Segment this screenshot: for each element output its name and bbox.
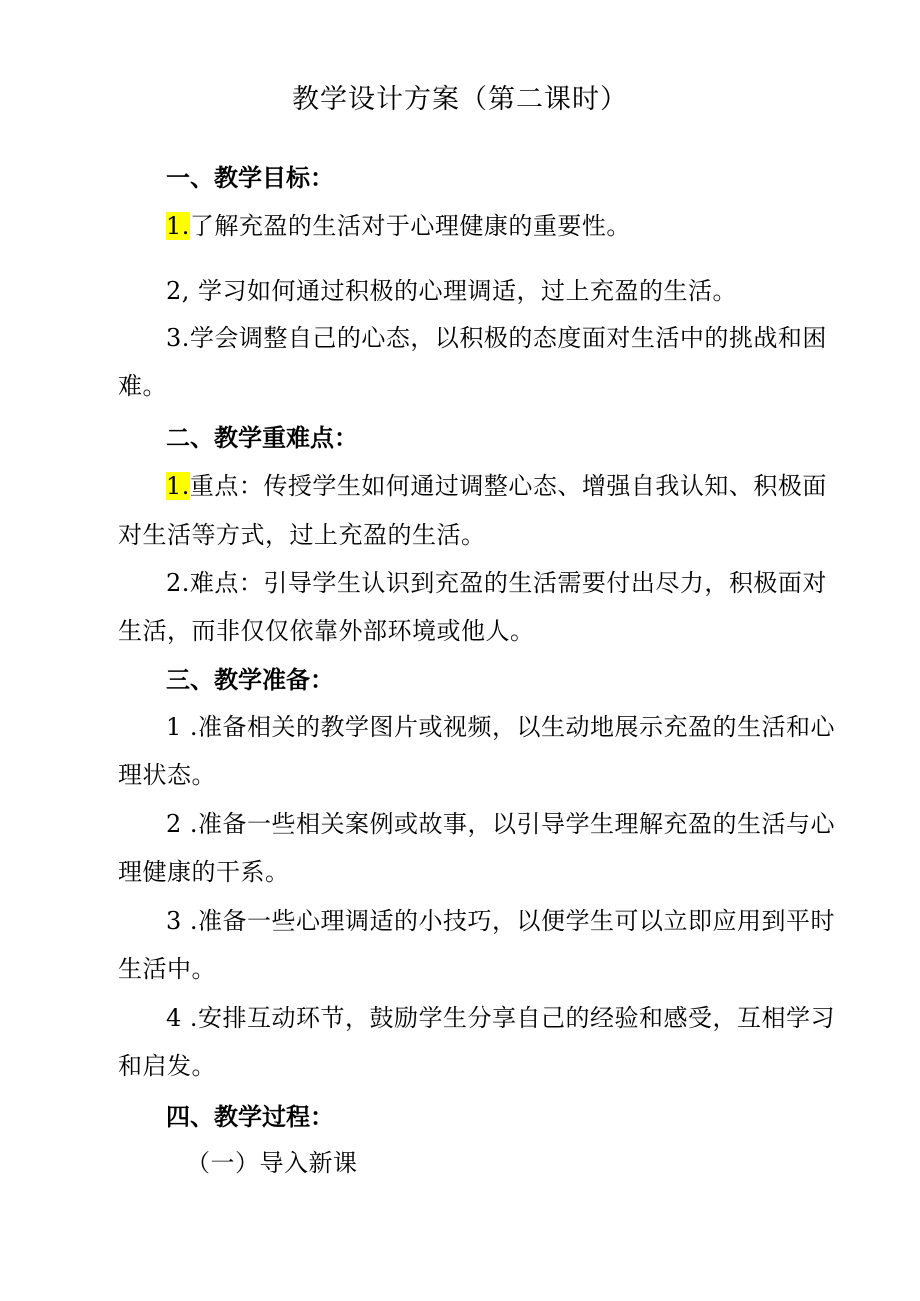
section-heading-key-points: 二、教学重难点： bbox=[166, 424, 358, 452]
key-point-item-2-line-2: 生活，而非仅仅依靠外部环境或他人。 bbox=[118, 617, 535, 645]
preparation-item-1-line-1: 1 .准备相关的教学图片或视频，以生动地展示充盈的生活和心 bbox=[166, 713, 836, 741]
key-point-item-1-text: 重点：传授学生如何通过调整心态、增强自我认知、积极面 bbox=[189, 472, 827, 500]
preparation-item-1-line-2: 理状态。 bbox=[118, 761, 216, 789]
key-point-item-1-line-1 bbox=[166, 462, 827, 510]
preparation-item-2-line-2: 理健康的干系。 bbox=[118, 858, 290, 886]
objective-item-3-line-1: 3.学会调整自己的心态，以积极的态度面对生活中的挑战和困 bbox=[166, 324, 827, 352]
preparation-item-3-line-2: 生活中。 bbox=[118, 955, 216, 983]
objective-item-3-line-2: 难。 bbox=[118, 372, 167, 400]
preparation-item-4-line-2: 和启发。 bbox=[118, 1052, 216, 1080]
section-heading-process: 四、教学过程： bbox=[166, 1103, 334, 1131]
objective-item-1-text: 了解充盈的生活对于心理健康的重要性。 bbox=[189, 212, 631, 240]
objective-item-1 bbox=[166, 202, 631, 250]
section-heading-preparation: 三、教学准备： bbox=[166, 666, 334, 694]
highlighted-number: 1. bbox=[166, 472, 190, 500]
objective-item-2: 2, 学习如何通过积极的心理调适，过上充盈的生活。 bbox=[166, 277, 738, 305]
section-heading-objectives: 一、教学目标： bbox=[166, 164, 334, 192]
process-subheading-1: （一）导入新课 bbox=[186, 1149, 358, 1177]
key-point-item-1-line-2: 对生活等方式，过上充盈的生活。 bbox=[118, 521, 486, 549]
key-point-item-2-line-1: 2.难点：引导学生认识到充盈的生活需要付出尽力，积极面对 bbox=[166, 569, 827, 597]
document-title: 教学设计方案（第二课时） bbox=[292, 84, 628, 115]
preparation-item-2-line-1: 2 .准备一些相关案例或故事，以引导学生理解充盈的生活与心 bbox=[166, 810, 836, 838]
preparation-item-4-line-1: 4 .安排互动环节，鼓励学生分享自己的经验和感受，互相学习 bbox=[166, 1004, 836, 1032]
highlighted-number: 1. bbox=[166, 212, 190, 240]
preparation-item-3-line-1: 3 .准备一些心理调适的小技巧，以便学生可以立即应用到平时 bbox=[166, 907, 836, 935]
